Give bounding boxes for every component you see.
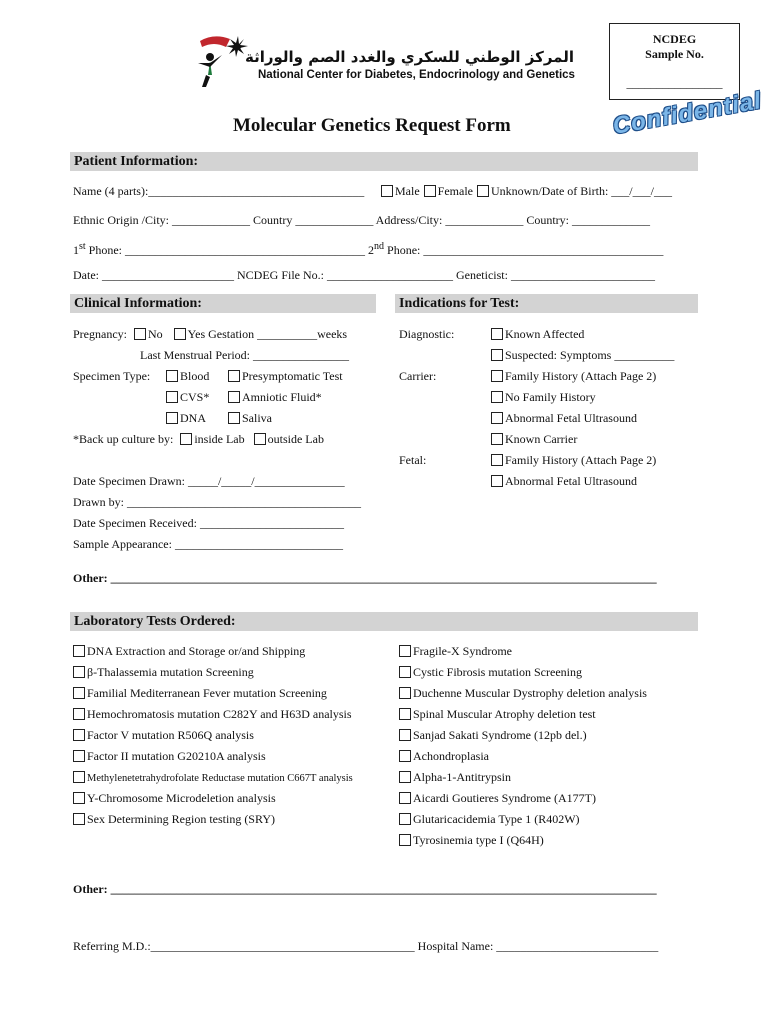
specimen-presymptomatic	[228, 369, 343, 384]
sample-box-sub-label: Sample No.	[645, 47, 704, 61]
appearance-field[interactable]: Sample Appearance: ____________________________	[73, 537, 343, 551]
lab-test-checkbox[interactable]	[73, 771, 85, 783]
lab-test-label: Glutaricacidemia Type 1 (R402W)	[413, 812, 580, 826]
lab-tests-heading: Laboratory Tests Ordered:	[70, 612, 698, 631]
abnormal-us-label: Abnormal Fetal Ultrasound	[505, 411, 637, 425]
blood-checkbox[interactable]	[166, 370, 178, 382]
phone2-field[interactable]: Phone: ________________________________________	[384, 243, 664, 257]
family-history-label: Family History (Attach Page 2)	[505, 369, 657, 383]
lab-test-label: Sanjad Sakati Syndrome (12pb del.)	[413, 728, 587, 742]
lab-test-checkbox[interactable]	[399, 645, 411, 657]
referring-hospital-line[interactable]: Referring M.D.:____________________________________________ Hospital Name: ___________________________	[73, 939, 659, 953]
lmp-field[interactable]: Last Menstrual Period: ________________	[140, 348, 349, 362]
lab-test-checkbox[interactable]	[399, 750, 411, 762]
blood-label: Blood	[180, 369, 210, 383]
lab-test-checkbox[interactable]	[73, 729, 85, 741]
date-file-geneticist-line[interactable]: Date: ______________________ NCDEG File No.: _____________________ Geneticist: ________________________	[73, 268, 655, 282]
known-affected-checkbox[interactable]	[491, 328, 503, 340]
logo	[196, 33, 251, 88]
lab-test-item	[73, 728, 254, 743]
cvs-label: CVS*	[180, 390, 210, 404]
lab-test-item	[73, 791, 276, 806]
lab-test-item	[73, 665, 254, 680]
lab-test-item	[399, 770, 511, 785]
unknown-dob-field[interactable]: Unknown/Date of Birth: ___/___/___	[490, 184, 672, 198]
pregnancy-label: Pregnancy:	[73, 327, 127, 341]
outside-lab-label: outside Lab	[267, 432, 324, 446]
known-carrier-label: Known Carrier	[505, 432, 578, 446]
amniotic-checkbox[interactable]	[228, 391, 240, 403]
female-checkbox[interactable]	[424, 185, 436, 197]
lab-test-label: Tyrosinemia type I (Q64H)	[413, 833, 544, 847]
lab-test-checkbox[interactable]	[399, 834, 411, 846]
presymptomatic-checkbox[interactable]	[228, 370, 240, 382]
lab-test-label: Factor II mutation G20210A analysis	[87, 749, 266, 763]
carrier-label: Carrier:	[399, 369, 437, 383]
confidential-stamp: Confidential	[610, 87, 764, 140]
female-label: Female	[437, 184, 473, 198]
known-affected-label: Known Affected	[505, 327, 585, 341]
lab-test-item	[73, 770, 353, 785]
lab-test-checkbox[interactable]	[399, 708, 411, 720]
lab-test-item	[399, 749, 489, 764]
pregnancy-row	[73, 327, 347, 342]
specimen-amniotic	[228, 390, 322, 405]
lab-test-item	[399, 644, 512, 659]
phone2-sup: nd	[374, 241, 385, 252]
lab-test-label: DNA Extraction and Storage or/and Shipping	[87, 644, 306, 658]
lab-test-label: Sex Determining Region testing (SRY)	[87, 812, 275, 826]
date-drawn-field[interactable]: Date Specimen Drawn: _____/_____/_______________	[73, 474, 345, 488]
backup-culture-row	[73, 432, 324, 447]
lab-test-item	[73, 707, 352, 722]
lab-test-checkbox[interactable]	[399, 813, 411, 825]
family-history-checkbox[interactable]	[491, 370, 503, 382]
fetal-abnormal-us-checkbox[interactable]	[491, 475, 503, 487]
amniotic-label: Amniotic Fluid*	[242, 390, 322, 404]
lab-test-checkbox[interactable]	[73, 708, 85, 720]
lab-test-label: Achondroplasia	[413, 749, 489, 763]
name-field[interactable]: Name (4 parts):____________________________________	[73, 184, 365, 198]
lab-test-checkbox[interactable]	[399, 666, 411, 678]
lab-test-label: Cystic Fibrosis mutation Screening	[413, 665, 582, 679]
lab-test-item	[399, 833, 544, 848]
male-checkbox[interactable]	[381, 185, 393, 197]
dna-label: DNA	[180, 411, 206, 425]
lab-test-label: Fragile-X Syndrome	[413, 644, 512, 658]
lab-test-checkbox[interactable]	[399, 687, 411, 699]
pregnancy-no-checkbox[interactable]	[134, 328, 146, 340]
lab-other-field[interactable]: Other: ___________________________________________________________________________________________	[73, 882, 657, 896]
lab-test-label: Aicardi Goutieres Syndrome (A177T)	[413, 791, 596, 805]
presymptomatic-label: Presymptomatic Test	[242, 369, 343, 383]
lab-test-checkbox[interactable]	[399, 771, 411, 783]
fetal-family-history-checkbox[interactable]	[491, 454, 503, 466]
suspected	[491, 348, 674, 363]
lab-test-label: Factor V mutation R506Q analysis	[87, 728, 254, 742]
lab-test-checkbox[interactable]	[73, 645, 85, 657]
fetal-family-history-label: Family History (Attach Page 2)	[505, 453, 657, 467]
org-name-arabic: المركز الوطني للسكري والغدد الصم والوراثة	[244, 48, 574, 66]
lab-test-checkbox[interactable]	[73, 687, 85, 699]
lab-test-label: Hemochromatosis mutation C282Y and H63D analysis	[87, 707, 352, 721]
phone1-field[interactable]: Phone: ________________________________________ 2	[85, 243, 375, 257]
family-history	[491, 369, 656, 384]
phone1-sup: st	[79, 241, 86, 252]
phone1-prefix: 1	[73, 243, 79, 257]
specimen-cvs	[166, 390, 209, 405]
gestation-field[interactable]: Yes Gestation __________weeks	[187, 327, 348, 341]
fetal-abnormal-us	[491, 474, 637, 489]
lab-test-checkbox[interactable]	[73, 750, 85, 762]
known-carrier-checkbox[interactable]	[491, 433, 503, 445]
lab-test-item	[399, 728, 587, 743]
lab-test-label: Duchenne Muscular Dystrophy deletion analysis	[413, 686, 647, 700]
saliva-label: Saliva	[242, 411, 272, 425]
specimen-type-label: Specimen Type:	[73, 369, 151, 383]
lab-test-label: Familial Mediterranean Fever mutation Screening	[87, 686, 327, 700]
lab-test-checkbox[interactable]	[73, 813, 85, 825]
saliva-checkbox[interactable]	[228, 412, 240, 424]
known-affected	[491, 327, 584, 342]
pregnancy-no-label: No	[147, 327, 163, 341]
lab-test-item	[399, 707, 596, 722]
dna-checkbox[interactable]	[166, 412, 178, 424]
no-family-history-label: No Family History	[505, 390, 596, 404]
lab-test-item	[73, 812, 275, 827]
phone-line[interactable]	[73, 241, 663, 258]
fetal-label: Fetal:	[399, 453, 427, 467]
diagnostic-label: Diagnostic:	[399, 327, 455, 341]
indications-heading: Indications for Test:	[395, 294, 698, 313]
clinical-info-heading: Clinical Information:	[70, 294, 376, 313]
lab-test-item	[73, 749, 266, 764]
abnormal-us-checkbox[interactable]	[491, 412, 503, 424]
suspected-checkbox[interactable]	[491, 349, 503, 361]
abnormal-us	[491, 411, 637, 426]
lab-test-label: Spinal Muscular Atrophy deletion test	[413, 707, 596, 721]
form-title: Molecular Genetics Request Form	[233, 115, 511, 136]
lab-test-checkbox[interactable]	[73, 792, 85, 804]
lab-test-checkbox[interactable]	[399, 729, 411, 741]
male-label: Male	[395, 184, 420, 198]
lab-test-label: Alpha-1-Antitrypsin	[413, 770, 511, 784]
clinical-other-field[interactable]: Other: ___________________________________________________________________________________________	[73, 571, 657, 585]
lab-test-checkbox[interactable]	[399, 792, 411, 804]
lab-test-item	[399, 812, 580, 827]
backup-label: *Back up culture by:	[73, 432, 174, 446]
suspected-field[interactable]: Suspected: Symptoms __________	[505, 348, 675, 362]
patient-info-heading: Patient Information:	[70, 152, 698, 171]
inside-lab-checkbox[interactable]	[180, 433, 192, 445]
unknown-checkbox[interactable]	[477, 185, 489, 197]
cvs-checkbox[interactable]	[166, 391, 178, 403]
org-name-english: National Center for Diabetes, Endocrinology and Genetics	[258, 69, 575, 81]
no-family-history	[491, 390, 596, 405]
drawn-by-field[interactable]: Drawn by: _______________________________________	[73, 495, 361, 509]
logo-emblem-icon	[196, 33, 251, 88]
inside-lab-label: inside Lab	[194, 432, 245, 446]
specimen-saliva	[228, 411, 272, 426]
specimen-blood	[166, 369, 209, 384]
sample-number-field[interactable]: ________________	[626, 76, 723, 90]
lab-test-checkbox[interactable]	[73, 666, 85, 678]
lab-test-item	[399, 791, 596, 806]
lab-test-label: Methylenetetrahydrofolate Reductase mutation C667T analysis	[87, 773, 353, 784]
lab-test-label: Y-Chromosome Microdeletion analysis	[87, 791, 276, 805]
sex-options	[381, 184, 672, 199]
lab-test-item	[73, 644, 305, 659]
sample-box-label: NCDEG	[652, 32, 697, 46]
fetal-abnormal-us-label: Abnormal Fetal Ultrasound	[505, 474, 637, 488]
specimen-dna	[166, 411, 206, 426]
lab-test-item	[399, 665, 582, 680]
ethnic-origin-line[interactable]: Ethnic Origin /City: _____________ Country _____________ Address/City: _____________ Country: _____________	[73, 213, 651, 227]
lab-test-item	[73, 686, 327, 701]
no-family-history-checkbox[interactable]	[491, 391, 503, 403]
sample-number-box	[609, 23, 740, 100]
pregnancy-yes-checkbox[interactable]	[174, 328, 186, 340]
fetal-family-history	[491, 453, 656, 468]
lab-test-label: β-Thalassemia mutation Screening	[87, 665, 254, 679]
outside-lab-checkbox[interactable]	[254, 433, 266, 445]
known-carrier	[491, 432, 577, 447]
lab-test-item	[399, 686, 647, 701]
date-received-field[interactable]: Date Specimen Received: ________________________	[73, 516, 344, 530]
